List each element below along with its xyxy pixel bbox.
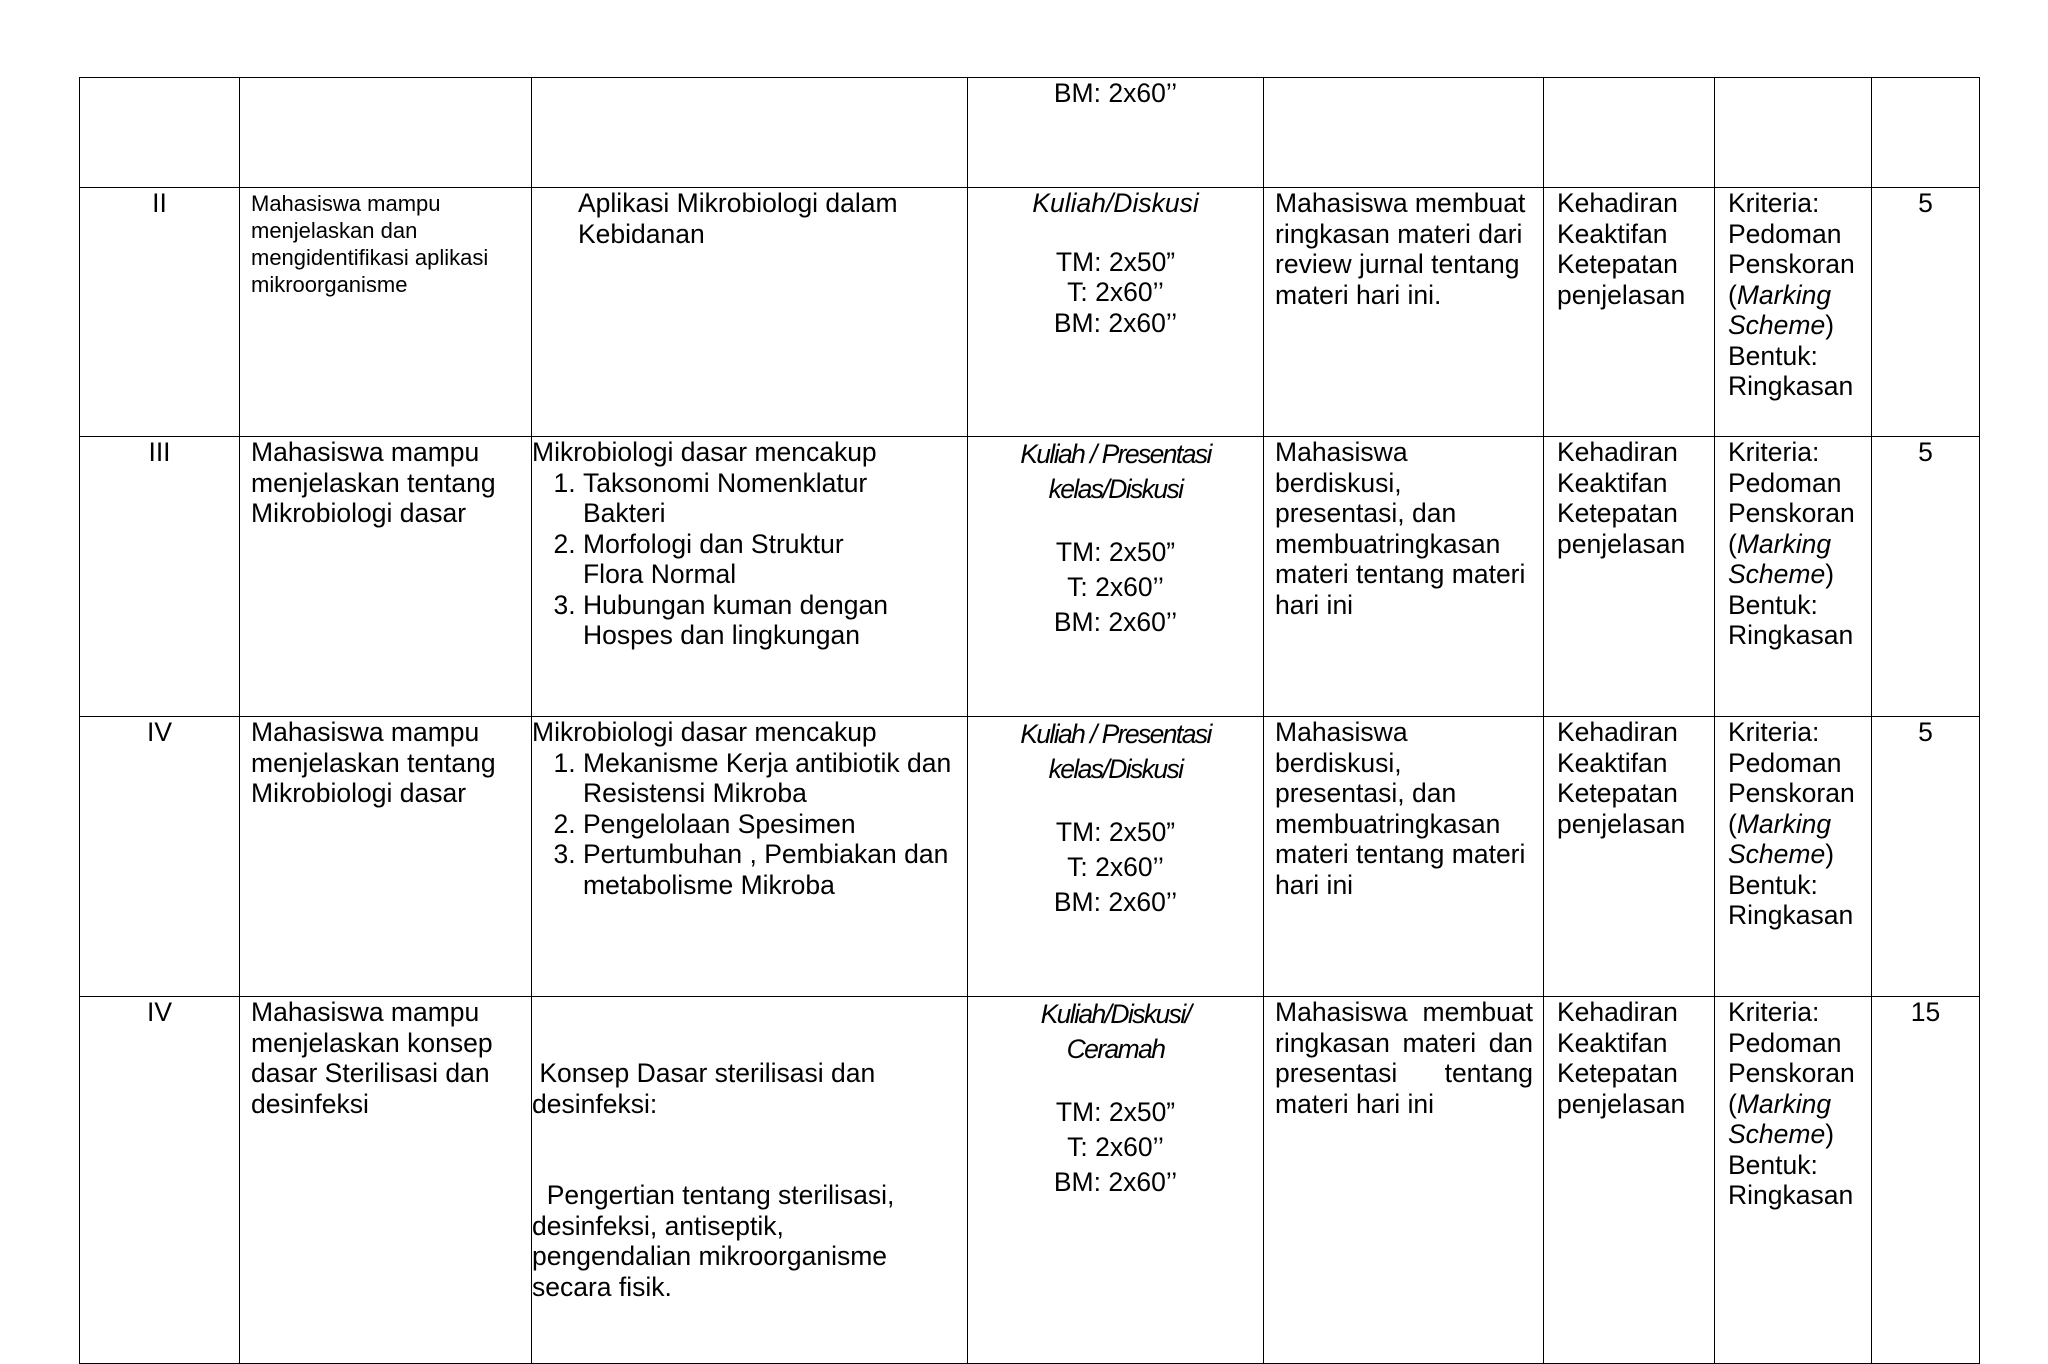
list-item: 2. Pengelolaan Spesimen: [583, 809, 959, 840]
metode-cell: [968, 997, 1264, 1364]
waktu-bm: BM: 2x60’’: [1053, 607, 1178, 637]
indikator-cell: [1544, 997, 1715, 1364]
indikator-kehadiran: Kehadiran: [1557, 437, 1678, 467]
indikator-cell: [1544, 437, 1715, 717]
kriteria-bentuk: Bentuk: Ringkasan: [1728, 869, 1854, 930]
table-row: [80, 188, 1980, 437]
waktu-tm: TM: 2x50”: [1055, 1097, 1176, 1127]
pengalaman-cell: Mahasiswa membuat ringkasan materi dari review jurnal tentang materi hari ini.: [1264, 188, 1544, 437]
minggu-cell: IV: [80, 997, 240, 1364]
list-item: 1. Taksonomi Nomenklatur Bakteri: [583, 468, 907, 529]
metode-cell: [968, 78, 1264, 188]
metode-bentuk: Kuliah / Presentasi: [1020, 439, 1211, 469]
indikator-keaktifan: Keaktifan: [1557, 218, 1668, 249]
kriteria-cell: [1715, 437, 1872, 717]
bobot-cell: 5: [1872, 717, 1980, 997]
bahan-cell: [532, 188, 968, 437]
indikator-kehadiran: Kehadiran: [1557, 188, 1678, 218]
bahan-list: [532, 748, 967, 901]
minggu-cell: II: [80, 188, 240, 437]
pengalaman-cell: Mahasiswa berdiskusi, presentasi, dan membuatringkasan materi tentang materi hari ini: [1264, 437, 1544, 717]
table-row: [80, 78, 1980, 188]
bahan-text: Aplikasi Mikrobiologi dalam Kebidanan: [578, 188, 898, 249]
bahan-cell: [532, 717, 968, 997]
metode-bentuk-2: Ceramah: [1066, 1034, 1165, 1064]
list-item: 2. Morfologi dan Struktur Flora Normal: [583, 529, 907, 590]
table-row: [80, 437, 1980, 717]
bobot-cell: 5: [1872, 437, 1980, 717]
bahan-intro: Mikrobiologi dasar mencakup: [532, 717, 877, 747]
list-item: 3. Hubungan kuman dengan Hospes dan lingkungan: [583, 590, 907, 651]
pengalaman-cell: Mahasiswa berdiskusi, presentasi, dan membuatringkasan materi tentang materi hari ini: [1264, 717, 1544, 997]
kriteria-marking: Marking Scheme: [1728, 808, 1832, 869]
table-row: [80, 717, 1980, 997]
waktu-tm: TM: 2x50”: [1055, 246, 1176, 277]
indikator-keaktifan: Keaktifan: [1557, 747, 1668, 778]
indikator-cell: [1544, 717, 1715, 997]
kriteria-label: Kriteria:: [1728, 997, 1820, 1027]
indikator-ketepatan: Ketepatan penjelasan: [1557, 1058, 1686, 1119]
indikator-cell: [1544, 78, 1715, 188]
bobot-cell: 5: [1872, 188, 1980, 437]
kemampuan-cell: Mahasiswa mampu menjelaskan konsep dasar Sterilisasi dan desinfeksi: [240, 997, 532, 1364]
kriteria-close: ): [1825, 559, 1835, 589]
bahan-intro: Mikrobiologi dasar mencakup: [532, 437, 877, 467]
kriteria-bentuk: Bentuk: Ringkasan: [1728, 1149, 1854, 1210]
waktu-t: T: 2x60’’: [1067, 572, 1164, 602]
bobot-cell: 15: [1872, 997, 1980, 1364]
indikator-cell: [1544, 188, 1715, 437]
pengalaman-cell: [1264, 78, 1544, 188]
waktu-bm: BM: 2x60’’: [1053, 78, 1178, 108]
waktu-tm: TM: 2x50”: [1055, 817, 1176, 847]
kriteria-cell: [1715, 188, 1872, 437]
kriteria-bentuk: Bentuk: Ringkasan: [1728, 340, 1854, 401]
metode-bentuk: Kuliah/Diskusi/: [1040, 999, 1191, 1029]
indikator-ketepatan: Ketepatan penjelasan: [1557, 249, 1686, 310]
minggu-cell: [80, 78, 240, 188]
table-row: [80, 997, 1980, 1364]
kriteria-label: Kriteria:: [1728, 717, 1820, 747]
bahan-cell: [532, 997, 968, 1364]
bahan-list: [532, 468, 967, 651]
rps-table: [79, 77, 1980, 1364]
list-item: 3. Pertumbuhan , Pembiakan dan metabolisme Mikroba: [583, 839, 959, 900]
indikator-keaktifan: Keaktifan: [1557, 467, 1668, 498]
metode-cell: [968, 717, 1264, 997]
kemampuan-cell: Mahasiswa mampu menjelaskan dan mengidentifikasi aplikasi mikroorganisme: [240, 188, 532, 437]
waktu-tm: TM: 2x50”: [1055, 537, 1176, 567]
indikator-keaktifan: Keaktifan: [1557, 1027, 1668, 1058]
kriteria-pedoman: Pedoman Penskoran (: [1728, 467, 1855, 559]
bahan-pengertian: Pengertian tentang sterilisasi, desinfeksi, antiseptik, pengendalian mikroorganisme secara fisik.: [532, 1180, 902, 1302]
bahan-cell: [532, 437, 968, 717]
metode-bentuk: Kuliah/Diskusi: [1032, 188, 1199, 218]
kriteria-cell: [1715, 78, 1872, 188]
indikator-kehadiran: Kehadiran: [1557, 997, 1678, 1027]
bahan-cell: [532, 78, 968, 188]
waktu-t: T: 2x60’’: [1067, 852, 1164, 882]
metode-cell: [968, 188, 1264, 437]
kriteria-pedoman: Pedoman Penskoran (: [1728, 218, 1855, 310]
kriteria-close: ): [1825, 839, 1835, 869]
indikator-kehadiran: Kehadiran: [1557, 717, 1678, 747]
kemampuan-cell: [240, 78, 532, 188]
kriteria-marking: Marking Scheme: [1728, 1088, 1832, 1149]
metode-bentuk-2: kelas/Diskusi: [1048, 474, 1183, 504]
kriteria-close: ): [1825, 310, 1835, 340]
kriteria-pedoman: Pedoman Penskoran (: [1728, 747, 1855, 839]
metode-bentuk-2: kelas/Diskusi: [1048, 754, 1183, 784]
kriteria-label: Kriteria:: [1728, 188, 1820, 218]
kriteria-cell: [1715, 997, 1872, 1364]
indikator-ketepatan: Ketepatan penjelasan: [1557, 498, 1686, 559]
waktu-bm: BM: 2x60’’: [1053, 307, 1178, 338]
kriteria-close: ): [1825, 1119, 1835, 1149]
waktu-bm: BM: 2x60’’: [1053, 1167, 1178, 1197]
kriteria-label: Kriteria:: [1728, 437, 1820, 467]
minggu-cell: III: [80, 437, 240, 717]
metode-bentuk: Kuliah / Presentasi: [1020, 719, 1211, 749]
waktu-bm: BM: 2x60’’: [1053, 887, 1178, 917]
indikator-ketepatan: Ketepatan penjelasan: [1557, 778, 1686, 839]
kriteria-cell: [1715, 717, 1872, 997]
minggu-cell: IV: [80, 717, 240, 997]
kriteria-pedoman: Pedoman Penskoran (: [1728, 1027, 1855, 1119]
bobot-cell: [1872, 78, 1980, 188]
kemampuan-cell: Mahasiswa mampu menjelaskan tentang Mikrobiologi dasar: [240, 717, 532, 997]
pengalaman-cell: Mahasiswa membuat ringkasan materi dan presentasi tentang materi hari ini: [1264, 997, 1544, 1364]
kriteria-marking: Marking Scheme: [1728, 279, 1832, 340]
waktu-t: T: 2x60’’: [1067, 277, 1164, 307]
kemampuan-cell: Mahasiswa mampu menjelaskan tentang Mikrobiologi dasar: [240, 437, 532, 717]
waktu-t: T: 2x60’’: [1067, 1132, 1164, 1162]
metode-cell: [968, 437, 1264, 717]
kriteria-bentuk: Bentuk: Ringkasan: [1728, 589, 1854, 650]
kriteria-marking: Marking Scheme: [1728, 528, 1832, 589]
bahan-konsep: Konsep Dasar sterilisasi dan desinfeksi:: [532, 1058, 883, 1119]
list-item: 1. Mekanisme Kerja antibiotik dan Resistensi Mikroba: [583, 748, 959, 809]
